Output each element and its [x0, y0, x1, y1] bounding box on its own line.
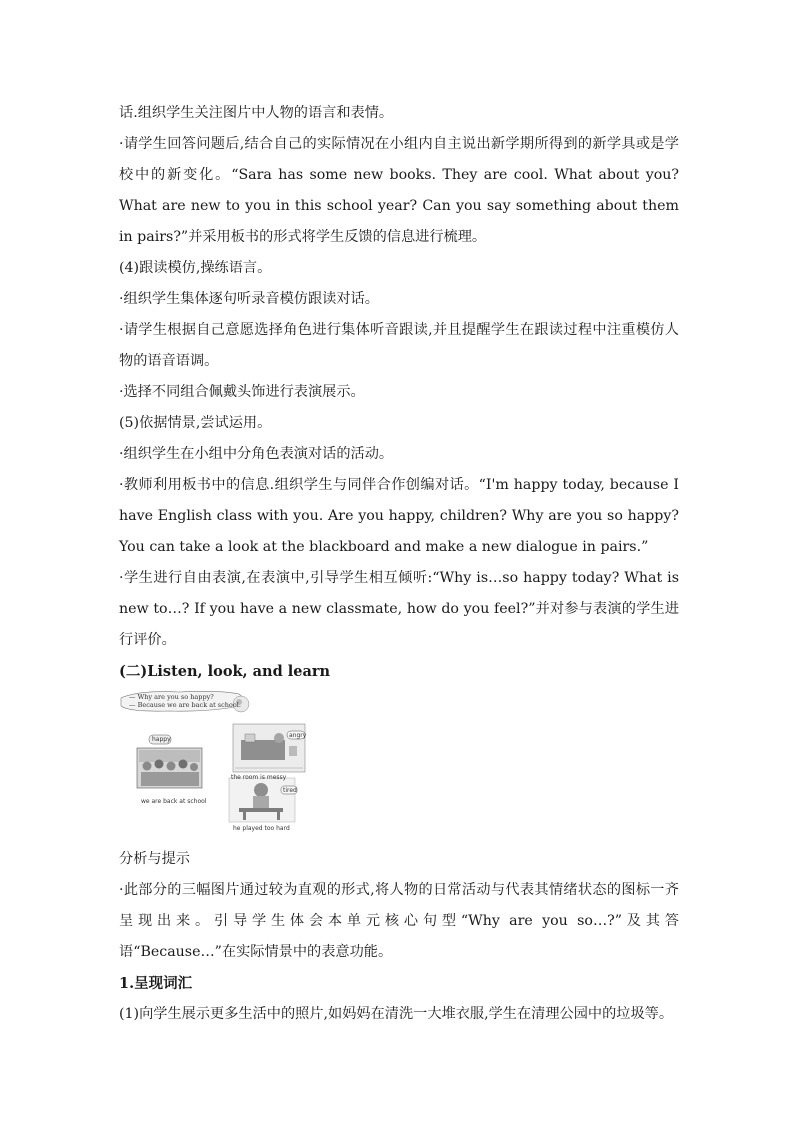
- paragraph-1: 话.组织学生关注图片中人物的语言和表情。: [119, 105, 394, 121]
- paragraph-9: ·教师利用板书中的信息.组织学生与同伴合作创编对话。“I'm happy today, because I have English class with you. Are you happy, children? Why are you so happy? You can take a look at the blackboard and make a new dialogue in pairs.”: [119, 477, 679, 555]
- paragraph-3: (4)跟读模仿,操练语言。: [119, 260, 272, 276]
- paragraph-10: ·学生进行自由表演,在表演中,引导学生相互倾听:“Why is…so happy today? What is new to…? If you have a new classmate, how do you feel?”并对参与表演的学生进行评价。: [119, 570, 679, 648]
- paragraph-4: ·组织学生集体逐句听录音模仿跟读对话。: [119, 291, 379, 307]
- caption-school: we are back at school: [141, 798, 207, 805]
- paragraph-6: ·选择不同组合佩戴头饰进行表演展示。: [119, 384, 365, 400]
- analysis-title: 分析与提示: [119, 851, 190, 867]
- analysis-paragraph: ·此部分的三幅图片通过较为直观的形式,将人物的日常活动与代表其情绪状态的图标一齐呈现出来。引导学生体会本单元核心句型“Why are you so…?”及其答语“Because…”在实际情景中的表意功能。: [119, 882, 679, 960]
- caption-hard: he played too hard: [233, 825, 290, 832]
- caption-messy: the room is messy: [231, 774, 287, 781]
- section-heading: (二)Listen, look, and learn: [119, 663, 331, 680]
- document-page: [119, 98, 679, 1030]
- paragraph-5: ·请学生根据自己意愿选择角色进行集体听音跟读,并且提醒学生在跟读过程中注重模仿人物的语音语调。: [119, 322, 679, 369]
- textbook-illustration: [119, 690, 309, 840]
- badge-happy: happy: [152, 736, 171, 743]
- speech-line-2: — Because we are back at school.: [129, 701, 241, 709]
- last-paragraph: (1)向学生展示更多生活中的照片,如妈妈在清洗一大堆衣服,学生在清理公园中的垃圾等。: [119, 1006, 674, 1022]
- badge-tired: tired: [283, 787, 297, 794]
- illustration-drawing: [119, 690, 309, 840]
- subheading-vocabulary: 1.呈现词汇: [119, 975, 193, 992]
- paragraph-2: ·请学生回答问题后,结合自己的实际情况在小组内自主说出新学期所得到的新学具或是学校中的新变化。“Sara has some new books. They are cool. What about you? What are new to you in this school year? Can you say something about them in pairs?”并采用板书的形式将学生反馈的信息进行梳理。: [119, 136, 679, 245]
- paragraph-8: ·组织学生在小组中分角色表演对话的活动。: [119, 446, 394, 462]
- paragraph-7: (5)依据情景,尝试运用。: [119, 415, 272, 431]
- badge-angry: angry: [289, 732, 307, 739]
- speech-line-1: — Why are you so happy?: [129, 693, 214, 701]
